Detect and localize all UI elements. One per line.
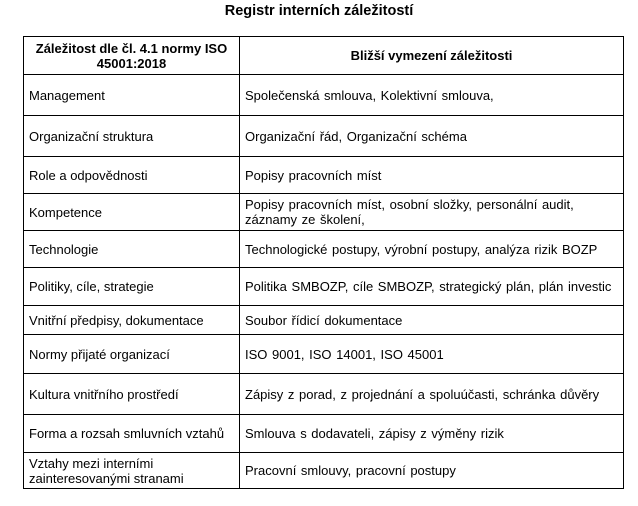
cell-matter — [24, 453, 240, 489]
matter-text: Management — [29, 87, 105, 103]
cell-matter — [24, 194, 240, 231]
detail-text: Soubor řídicí dokumentace — [245, 312, 403, 328]
document-title: Registr interních záležitostí — [224, 3, 414, 19]
detail-text: Smlouva s dodavateli, zápisy z výměny rizik — [245, 426, 504, 441]
cell-matter — [24, 231, 240, 268]
matter-text: Vztahy mezi interními zainteresovanými stranami — [29, 455, 184, 486]
cell-matter — [24, 268, 240, 306]
cell-matter — [24, 306, 240, 335]
table-row — [24, 268, 624, 306]
detail-text: Organizační řád, Organizační schéma — [245, 128, 467, 144]
cell-matter — [24, 75, 240, 116]
table-row — [24, 306, 624, 335]
detail-text: Technologické postupy, výrobní postupy, analýza rizik BOZP — [245, 241, 598, 257]
detail-text: Popisy pracovních míst, osobní složky, personální audit, záznamy ze školení, — [245, 197, 574, 227]
cell-detail — [240, 194, 624, 231]
matter-text: Organizační struktura — [29, 128, 154, 144]
detail-text: Zápisy z porad, z projednání a spoluúčasti, schránka důvěry — [245, 386, 600, 402]
header-matter: Záležitost dle čl. 4.1 normy ISO 45001:2018 — [24, 37, 240, 75]
table-row — [24, 116, 624, 157]
table-header-row — [24, 37, 624, 75]
cell-matter — [24, 335, 240, 374]
detail-text: Popisy pracovních míst — [245, 167, 382, 183]
matter-text: Role a odpovědnosti — [29, 167, 148, 183]
table-row — [24, 194, 624, 231]
detail-text: Společenská smlouva, Kolektivní smlouva, — [245, 87, 494, 103]
cell-detail — [240, 374, 624, 415]
matter-text: Technologie — [29, 241, 99, 257]
matter-text: Kultura vnitřního prostředí — [29, 386, 179, 402]
cell-matter — [24, 157, 240, 194]
cell-detail — [240, 453, 624, 489]
matter-text: Kompetence — [29, 204, 102, 220]
detail-text: ISO 9001, ISO 14001, ISO 45001 — [245, 346, 444, 362]
matter-text: Vnitřní předpisy, dokumentace — [29, 312, 204, 328]
detail-text: Politika SMBOZP, cíle SMBOZP, strategický plán, plán investic — [245, 279, 612, 294]
cell-detail — [240, 75, 624, 116]
cell-matter — [24, 116, 240, 157]
cell-matter — [24, 415, 240, 453]
register-table — [23, 36, 624, 489]
table-row — [24, 157, 624, 194]
table-row — [24, 335, 624, 374]
table-row — [24, 231, 624, 268]
cell-detail — [240, 415, 624, 453]
table-row — [24, 453, 624, 489]
table-row — [24, 415, 624, 453]
matter-text: Normy přijaté organizací — [29, 346, 170, 362]
matter-text: Forma a rozsah smluvních vztahů — [29, 426, 225, 441]
cell-detail — [240, 231, 624, 268]
cell-matter — [24, 374, 240, 415]
cell-detail — [240, 268, 624, 306]
detail-text: Pracovní smlouvy, pracovní postupy — [245, 463, 456, 478]
table-row — [24, 374, 624, 415]
cell-detail — [240, 335, 624, 374]
header-detail: Bližší vymezení záležitosti — [240, 37, 624, 75]
matter-text: Politiky, cíle, strategie — [29, 279, 154, 294]
cell-detail — [240, 306, 624, 335]
cell-detail — [240, 157, 624, 194]
cell-detail — [240, 116, 624, 157]
table-row — [24, 75, 624, 116]
